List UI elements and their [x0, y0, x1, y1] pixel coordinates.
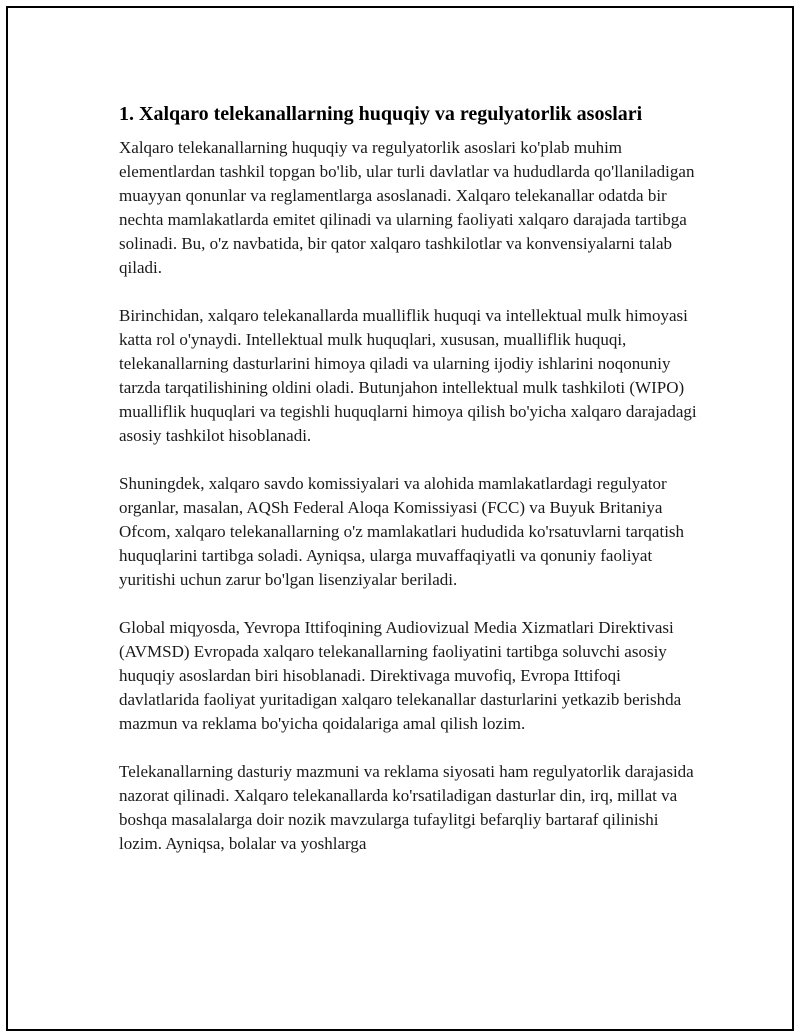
- document-body: [119, 100, 699, 856]
- paragraph-4: Global miqyosda, Yevropa Ittifoqining Audiovizual Media Xizmatlari Direktivasi (AVMSD) Evropada xalqaro telekanallarning faoliyatini tartibga soluvchi asosiy huquqiy asoslardan biri hisoblanadi. Direktivaga muvofiq, Evropa Ittifoqi davlatlarida faoliyat yuritadigan xalqaro telekanallar dasturlarini yetkazib berishda mazmun va reklama bo'yicha qoidalariga amal qilish lozim.: [119, 618, 682, 733]
- paragraph-1: Xalqaro telekanallarning huquqiy va regulyatorlik asoslari ko'plab muhim elementlardan tashkil topgan bo'lib, ular turli davlatlar va hududlarda qo'llaniladigan muayyan qonunlar va reglamentlarga asoslanadi. Xalqaro telekanallar odatda bir nechta mamlakatlarda emitet qilinadi va ularning faoliyati xalqaro darajada tartibga solinadi. Bu, o'z navbatida, bir qator xalqaro tashkilotlar va konvensiyalarni talab qiladi.: [119, 138, 695, 277]
- paragraph-5: Telekanallarning dasturiy mazmuni va reklama siyosati ham regulyatorlik darajasida nazorat qilinadi. Xalqaro telekanallarda ko'rsatiladigan dasturlar din, irq, millat va boshqa masalalarga doir nozik mavzularga tufaylitgi befarqliy bartaraf qilinishi lozim. Ayniqsa, bolalar va yoshlarga: [119, 762, 694, 853]
- section-heading: 1. Xalqaro telekanallarning huquqiy va regulyatorlik asoslari: [119, 103, 643, 125]
- paragraph-3: Shuningdek, xalqaro savdo komissiyalari va alohida mamlakatlardagi regulyator organlar, masalan, AQSh Federal Aloqa Komissiyasi (FCC) va Buyuk Britaniya Ofcom, xalqaro telekanallarning o'z mamlakatlari hududida ko'rsatuvlarni tarqatish huquqlarini tartibga soladi. Ayniqsa, ularga muvaffaqiyatli va qonuniy faoliyat yuritishi uchun zarur bo'lgan lisenziyalar beriladi.: [119, 474, 685, 589]
- paragraph-2: Birinchidan, xalqaro telekanallarda mualliflik huquqi va intellektual mulk himoyasi katta rol o'ynaydi. Intellektual mulk huquqlari, xususan, mualliflik huquqi, telekanallarning dasturlarini himoya qiladi va ularning ijodiy ishlarini noqonuniy tarzda tarqatilishining oldini oladi. Butunjahon intellektual mulk tashkiloti (WIPO) mualliflik huquqlari va tegishli huquqlarni himoya qilish bo'yicha xalqaro darajadagi asosiy tashkilot hisoblanadi.: [119, 306, 697, 445]
- page-frame: [6, 6, 794, 1031]
